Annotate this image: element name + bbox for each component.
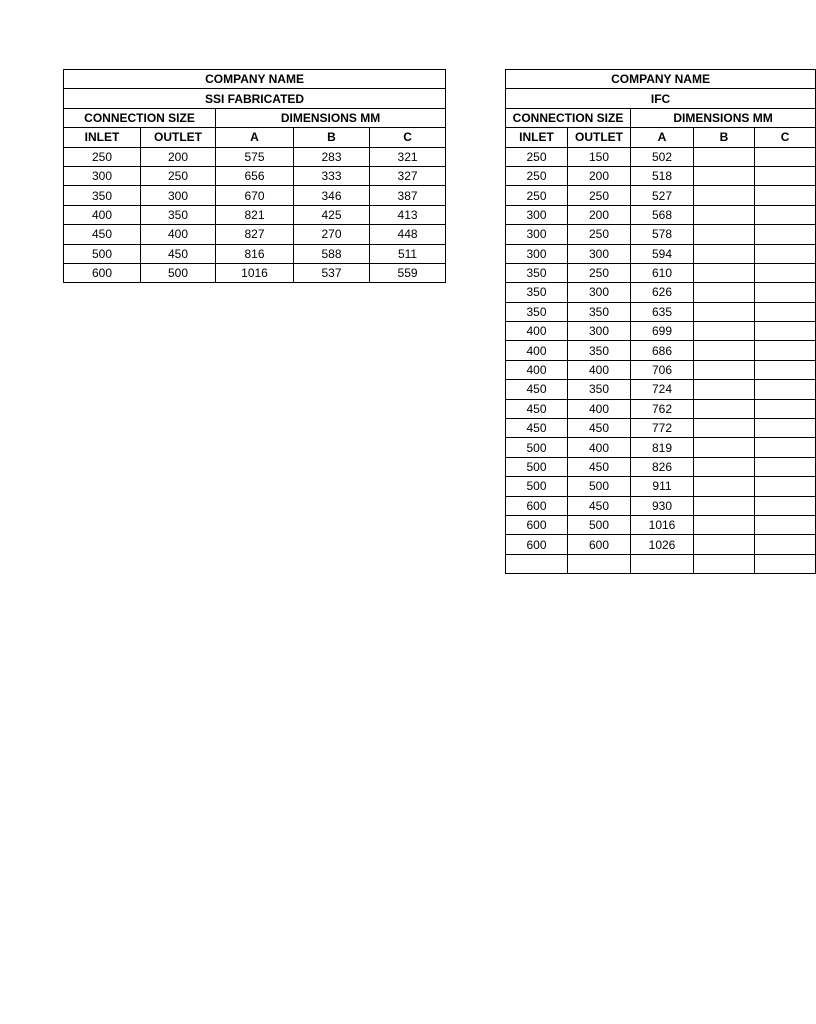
table-cell [694,244,755,263]
table-cell: 350 [64,186,141,205]
table-cell [755,438,816,457]
table-cell [694,205,755,224]
table-cell [755,205,816,224]
table-subtitle-cell: IFC [506,89,816,108]
table-cell: 200 [141,147,216,166]
table-cell: 559 [370,263,446,282]
table-cell: 350 [568,341,631,360]
table-cell [755,263,816,282]
table-cell [694,225,755,244]
table-cell: 300 [64,166,141,185]
c-column-header: C [755,128,816,147]
table-cell: 400 [141,225,216,244]
table-cell: 250 [568,186,631,205]
table-cell: 500 [568,477,631,496]
table-cell: 826 [631,457,694,476]
table-row [64,225,446,244]
table-row [506,477,816,496]
table-cell: 448 [370,225,446,244]
b-column-header: B [694,128,755,147]
table-cell: 300 [568,322,631,341]
table-cell: 1016 [631,515,694,534]
table-cell [506,554,568,573]
table-cell [755,244,816,263]
table-cell: 699 [631,322,694,341]
table-row [506,186,816,205]
table-row [64,166,446,185]
table-cell: 1016 [216,263,294,282]
connection-size-header: CONNECTION SIZE [64,108,216,127]
table-cell [694,535,755,554]
table-cell: 500 [64,244,141,263]
company-name-cell: COMPANY NAME [64,70,446,89]
table-cell: 300 [506,244,568,263]
table-cell: 502 [631,147,694,166]
table-cell: 626 [631,283,694,302]
table-cell [694,360,755,379]
c-column-header: C [370,128,446,147]
table-cell: 350 [568,302,631,321]
table-cell: 321 [370,147,446,166]
table-row [506,380,816,399]
table-cell: 600 [506,535,568,554]
outlet-column-header: OUTLET [568,128,631,147]
table-cell: 568 [631,205,694,224]
table-cell [694,419,755,438]
table-cell: 610 [631,263,694,282]
table-cell: 600 [568,535,631,554]
table-cell [755,419,816,438]
table-cell: 816 [216,244,294,263]
table-cell [755,283,816,302]
table-cell: 656 [216,166,294,185]
table-row [506,554,816,573]
table-cell: 450 [568,496,631,515]
table-cell: 600 [506,496,568,515]
table-cell [755,457,816,476]
table-row [506,535,816,554]
ssi-fabricated-table [63,69,446,283]
table-subtitle-cell: SSI FABRICATED [64,89,446,108]
inlet-column-header: INLET [64,128,141,147]
table-row [506,263,816,282]
table-cell: 450 [141,244,216,263]
dimensions-header: DIMENSIONS MM [631,108,816,127]
table-cell [694,166,755,185]
table-row [506,244,816,263]
table-cell [694,457,755,476]
table-cell: 300 [141,186,216,205]
table-cell: 762 [631,399,694,418]
ifc-table-viewport [505,69,790,575]
table-cell: 1026 [631,535,694,554]
a-column-header: A [631,128,694,147]
table-cell: 250 [506,186,568,205]
table-cell [694,322,755,341]
table-cell: 500 [141,263,216,282]
inlet-column-header: INLET [506,128,568,147]
table-row [506,205,816,224]
table-cell: 450 [64,225,141,244]
table-cell: 772 [631,419,694,438]
table-cell: 333 [294,166,370,185]
table-cell: 250 [64,147,141,166]
table-cell [694,341,755,360]
table-cell [694,477,755,496]
table-cell: 350 [141,205,216,224]
table-cell [694,283,755,302]
table-cell [755,225,816,244]
table-cell [694,263,755,282]
connection-size-header: CONNECTION SIZE [506,108,631,127]
table-cell [694,496,755,515]
table-row [506,399,816,418]
table-cell: 537 [294,263,370,282]
table-row [64,244,446,263]
table-cell: 150 [568,147,631,166]
table-cell: 500 [568,515,631,534]
table-row [64,147,446,166]
table-cell [755,380,816,399]
table-cell [755,186,816,205]
table-cell [755,166,816,185]
table-cell: 670 [216,186,294,205]
table-row [506,147,816,166]
table-cell: 300 [568,283,631,302]
table-cell: 400 [568,360,631,379]
table-cell [755,399,816,418]
table-cell: 578 [631,225,694,244]
table-cell: 350 [506,302,568,321]
table-cell: 500 [506,438,568,457]
table-cell: 283 [294,147,370,166]
table-cell: 300 [506,205,568,224]
table-cell [755,535,816,554]
table-row [506,438,816,457]
table-cell [755,515,816,534]
table-cell: 200 [568,205,631,224]
table-cell: 400 [64,205,141,224]
table-cell: 250 [141,166,216,185]
table-cell [755,477,816,496]
table-cell [694,399,755,418]
table-cell [694,147,755,166]
table-row [506,166,816,185]
table-row [506,283,816,302]
table-row [506,341,816,360]
table-cell [755,147,816,166]
ifc-table [505,69,816,574]
table-cell: 724 [631,380,694,399]
table-cell: 300 [568,244,631,263]
table-cell: 911 [631,477,694,496]
table-cell: 819 [631,438,694,457]
table-cell: 270 [294,225,370,244]
table-cell: 250 [506,147,568,166]
table-cell: 527 [631,186,694,205]
table-cell: 425 [294,205,370,224]
table-cell: 450 [506,419,568,438]
a-column-header: A [216,128,294,147]
table-cell: 450 [568,457,631,476]
table-cell [694,554,755,573]
table-row [64,263,446,282]
table-cell: 588 [294,244,370,263]
table-cell [694,302,755,321]
table-cell: 450 [568,419,631,438]
table-cell [568,554,631,573]
table-cell [755,554,816,573]
table-cell: 930 [631,496,694,515]
table-cell: 706 [631,360,694,379]
table-cell: 350 [506,283,568,302]
table-row [506,496,816,515]
table-cell [755,496,816,515]
table-row [506,322,816,341]
table-cell: 346 [294,186,370,205]
table-cell: 686 [631,341,694,360]
table-cell: 827 [216,225,294,244]
table-cell: 400 [506,360,568,379]
table-cell: 450 [506,399,568,418]
table-cell: 400 [568,399,631,418]
table-cell [755,322,816,341]
table-cell: 635 [631,302,694,321]
table-cell: 250 [568,263,631,282]
table-row [506,302,816,321]
table-cell [755,341,816,360]
table-cell: 200 [568,166,631,185]
outlet-column-header: OUTLET [141,128,216,147]
table-cell: 821 [216,205,294,224]
table-cell [631,554,694,573]
table-cell [694,438,755,457]
table-cell: 250 [568,225,631,244]
table-row [506,515,816,534]
dimensions-header: DIMENSIONS MM [216,108,446,127]
table-row [506,457,816,476]
table-row [64,186,446,205]
table-row [506,360,816,379]
table-cell: 500 [506,457,568,476]
table-cell: 300 [506,225,568,244]
table-cell [755,360,816,379]
table-cell: 350 [506,263,568,282]
table-cell: 400 [568,438,631,457]
table-cell [694,186,755,205]
table-cell [694,380,755,399]
table-row [506,419,816,438]
table-cell: 250 [506,166,568,185]
table-cell: 450 [506,380,568,399]
table-cell [755,302,816,321]
table-cell: 594 [631,244,694,263]
table-cell: 500 [506,477,568,496]
table-cell: 518 [631,166,694,185]
table-cell: 387 [370,186,446,205]
table-cell: 413 [370,205,446,224]
table-cell [694,515,755,534]
table-cell: 575 [216,147,294,166]
b-column-header: B [294,128,370,147]
company-name-cell: COMPANY NAME [506,70,816,89]
table-cell: 327 [370,166,446,185]
table-cell: 511 [370,244,446,263]
table-row [64,205,446,224]
table-row [506,225,816,244]
table-cell: 350 [568,380,631,399]
table-cell: 400 [506,341,568,360]
table-cell: 600 [506,515,568,534]
table-cell: 600 [64,263,141,282]
table-cell: 400 [506,322,568,341]
